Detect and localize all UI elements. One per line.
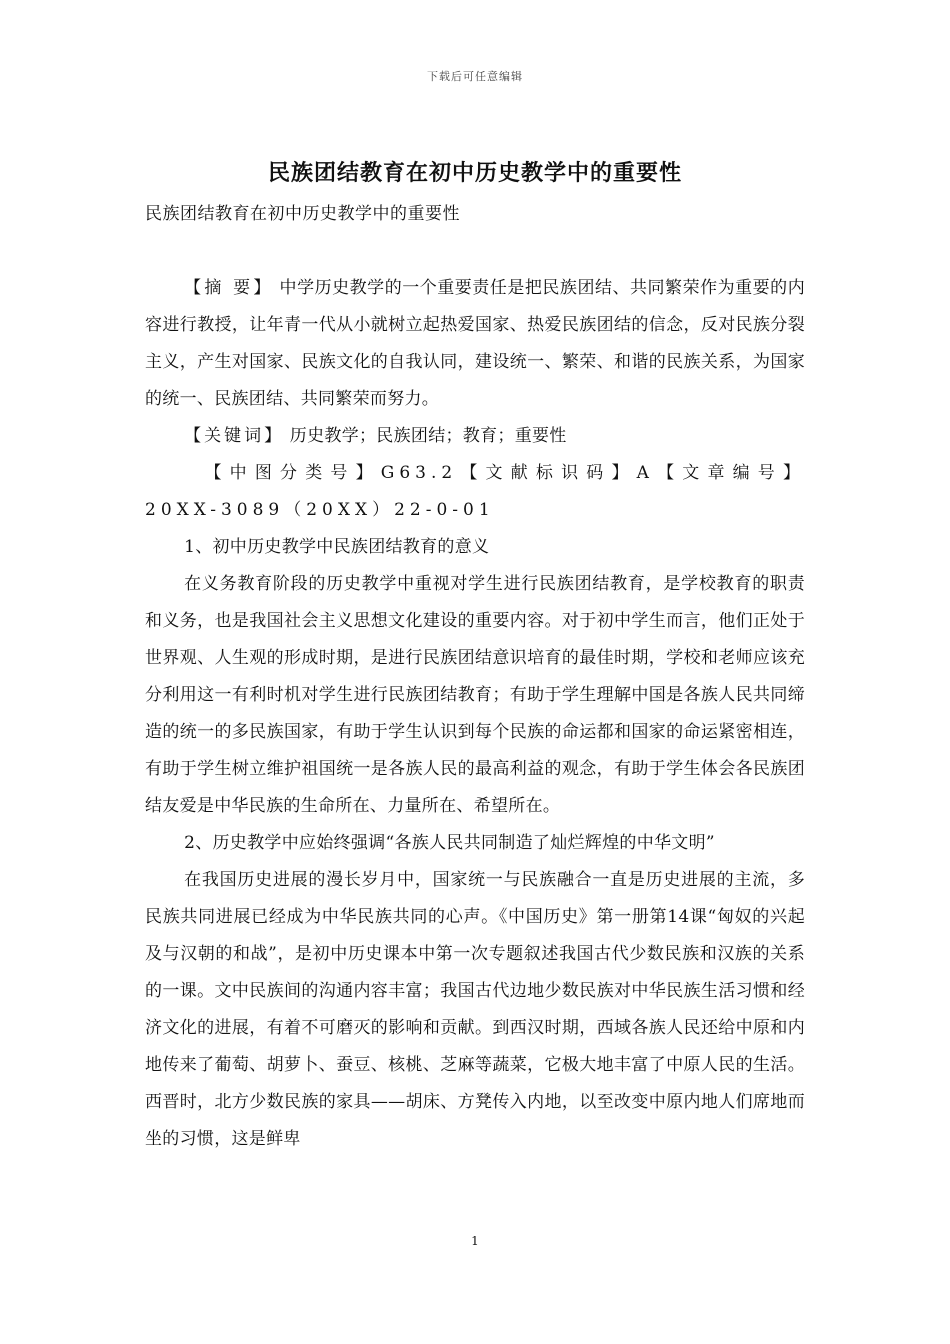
document-title: 民族团结教育在初中历史教学中的重要性 [267,160,682,186]
abstract-text: 中学历史教学的一个重要责任是把民族团结、共同繁荣作为重要的内容进行教授，让年青一代从小就树立起热爱国家、热爱民族团结的信念，反对民族分裂主义，产生对国家、民族文化的自我认同，建设统一、繁荣、和谐的民族关系，为国家的统一、民族团结、共同繁荣而努力。 [145,278,806,409]
abstract-paragraph [145,270,805,418]
section2-heading: 2、历史教学中应始终强调“各族人民共同制造了灿烂辉煌的中华文明” [184,833,715,853]
document-body [145,270,805,1158]
keywords-text: 历史教学；民族团结；教育；重要性 [284,426,567,446]
document-subtitle: 民族团结教育在初中历史教学中的重要性 [145,204,460,224]
keywords-label: 【关键词】 [184,426,285,446]
page-number: 1 [471,1234,479,1248]
classification-line: 【中图分类号】G63.2【文献标识码】A【文章编号】20XX-3089（20XX）22-0-01 [145,463,805,520]
section1-heading: 1、初中历史教学中民族团结教育的意义 [184,537,490,557]
abstract-label: 【摘 要】 [184,278,274,298]
header-note: 下载后可任意编辑 [427,70,523,83]
section2-paragraph: 在我国历史进展的漫长岁月中，国家统一与民族融合一直是历史进展的主流，多民族共同进展已经成为中华民族共同的心声。《中国历史》第一册第14课“匈奴的兴起及与汉朝的和战”，是初中历史课本中第一次专题叙述我国古代少数民族和汉族的关系的一课。文中民族间的沟通内容丰富；我国古代边地少数民族对中华民族生活习惯和经济文化的进展，有着不可磨灭的影响和贡献。到西汉时期，西域各族人民还给中原和内地传来了葡萄、胡萝卜、蚕豆、核桃、芝麻等蔬菜，它极大地丰富了中原人民的生活。西晋时，北方少数民族的家具——胡床、方凳传入内地，以至改变中原内地人们席地而坐的习惯，这是鲜卑 [145,870,805,1149]
section1-paragraph: 在义务教育阶段的历史教学中重视对学生进行民族团结教育，是学校教育的职责和义务，也是我国社会主义思想文化建设的重要内容。对于初中学生而言，他们正处于世界观、人生观的形成时期，是进行民族团结意识培育的最佳时期，学校和老师应该充分利用这一有利时机对学生进行民族团结教育；有助于学生理解中国是各族人民共同缔造的统一的多民族国家，有助于学生认识到每个民族的命运都和国家的命运紧密相连，有助于学生树立维护祖国统一是各族人民的最高利益的观念，有助于学生体会各民族团结友爱是中华民族的生命所在、力量所在、希望所在。 [145,574,805,816]
keywords-paragraph [145,418,805,455]
